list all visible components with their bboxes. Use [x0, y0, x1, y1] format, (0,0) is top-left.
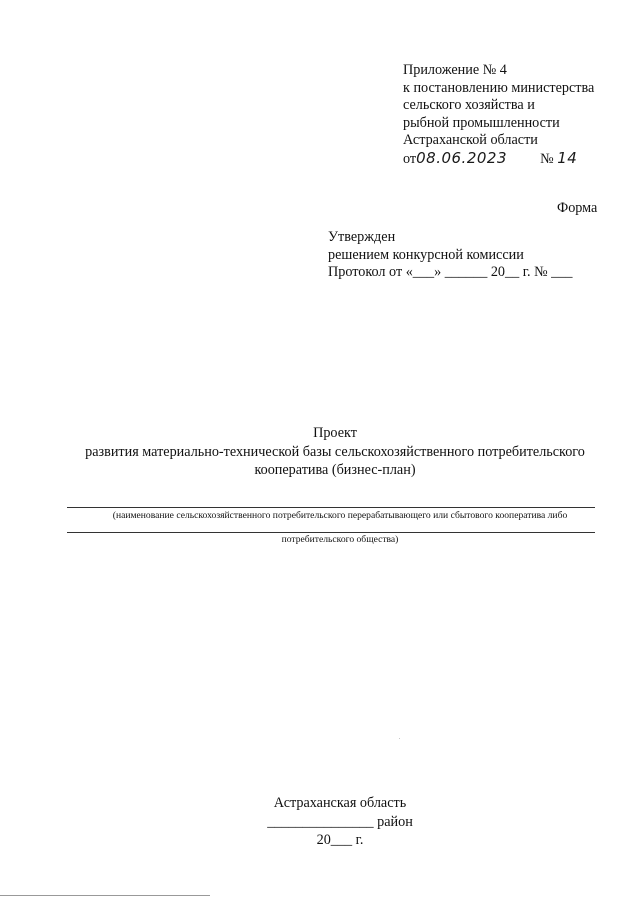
appendix-title: Приложение № 4 — [403, 62, 507, 78]
handwritten-number: 14 — [557, 148, 578, 167]
name-fill-line — [67, 532, 595, 533]
appendix-date-line — [403, 150, 594, 168]
name-fill-line — [67, 507, 595, 508]
from-prefix: от — [403, 150, 417, 167]
number-prefix: № — [540, 150, 554, 167]
project-title — [0, 425, 640, 481]
approval-title: Утвержден — [328, 229, 396, 245]
footer-region: Астраханская область — [273, 795, 407, 811]
footer-block — [0, 795, 640, 851]
handwritten-date: 08.06.2023 — [416, 148, 507, 167]
name-caption-line: потребительского общества) — [281, 534, 399, 545]
project-subtitle: кооператива (бизнес-план) — [254, 462, 416, 478]
approval-commission: решением конкурсной комиссии — [328, 246, 524, 263]
appendix-header — [403, 62, 594, 167]
appendix-line: Астраханской области — [403, 132, 538, 148]
appendix-line: сельского хозяйства и — [403, 97, 535, 113]
appendix-line: к постановлению министерства — [403, 79, 595, 96]
project-subtitle: развития материально-технической базы сельскохозяйственного потребительского — [85, 443, 585, 460]
footer-district: _______________ район — [267, 813, 413, 830]
footer-year: 20___ г. — [316, 832, 364, 848]
scan-artifact — [399, 738, 400, 739]
scan-edge-line — [0, 895, 210, 896]
approval-block — [328, 229, 572, 282]
form-label: Форма — [557, 200, 598, 216]
approval-protocol: Протокол от «___» ______ 20__ г. № ___ — [328, 264, 573, 280]
appendix-line: рыбной промышленности — [403, 114, 560, 131]
project-heading: Проект — [313, 425, 357, 441]
name-caption-line: (наименование сельскохозяйственного потребительского перерабатывающего или сбытового кооператива либо — [112, 510, 568, 521]
